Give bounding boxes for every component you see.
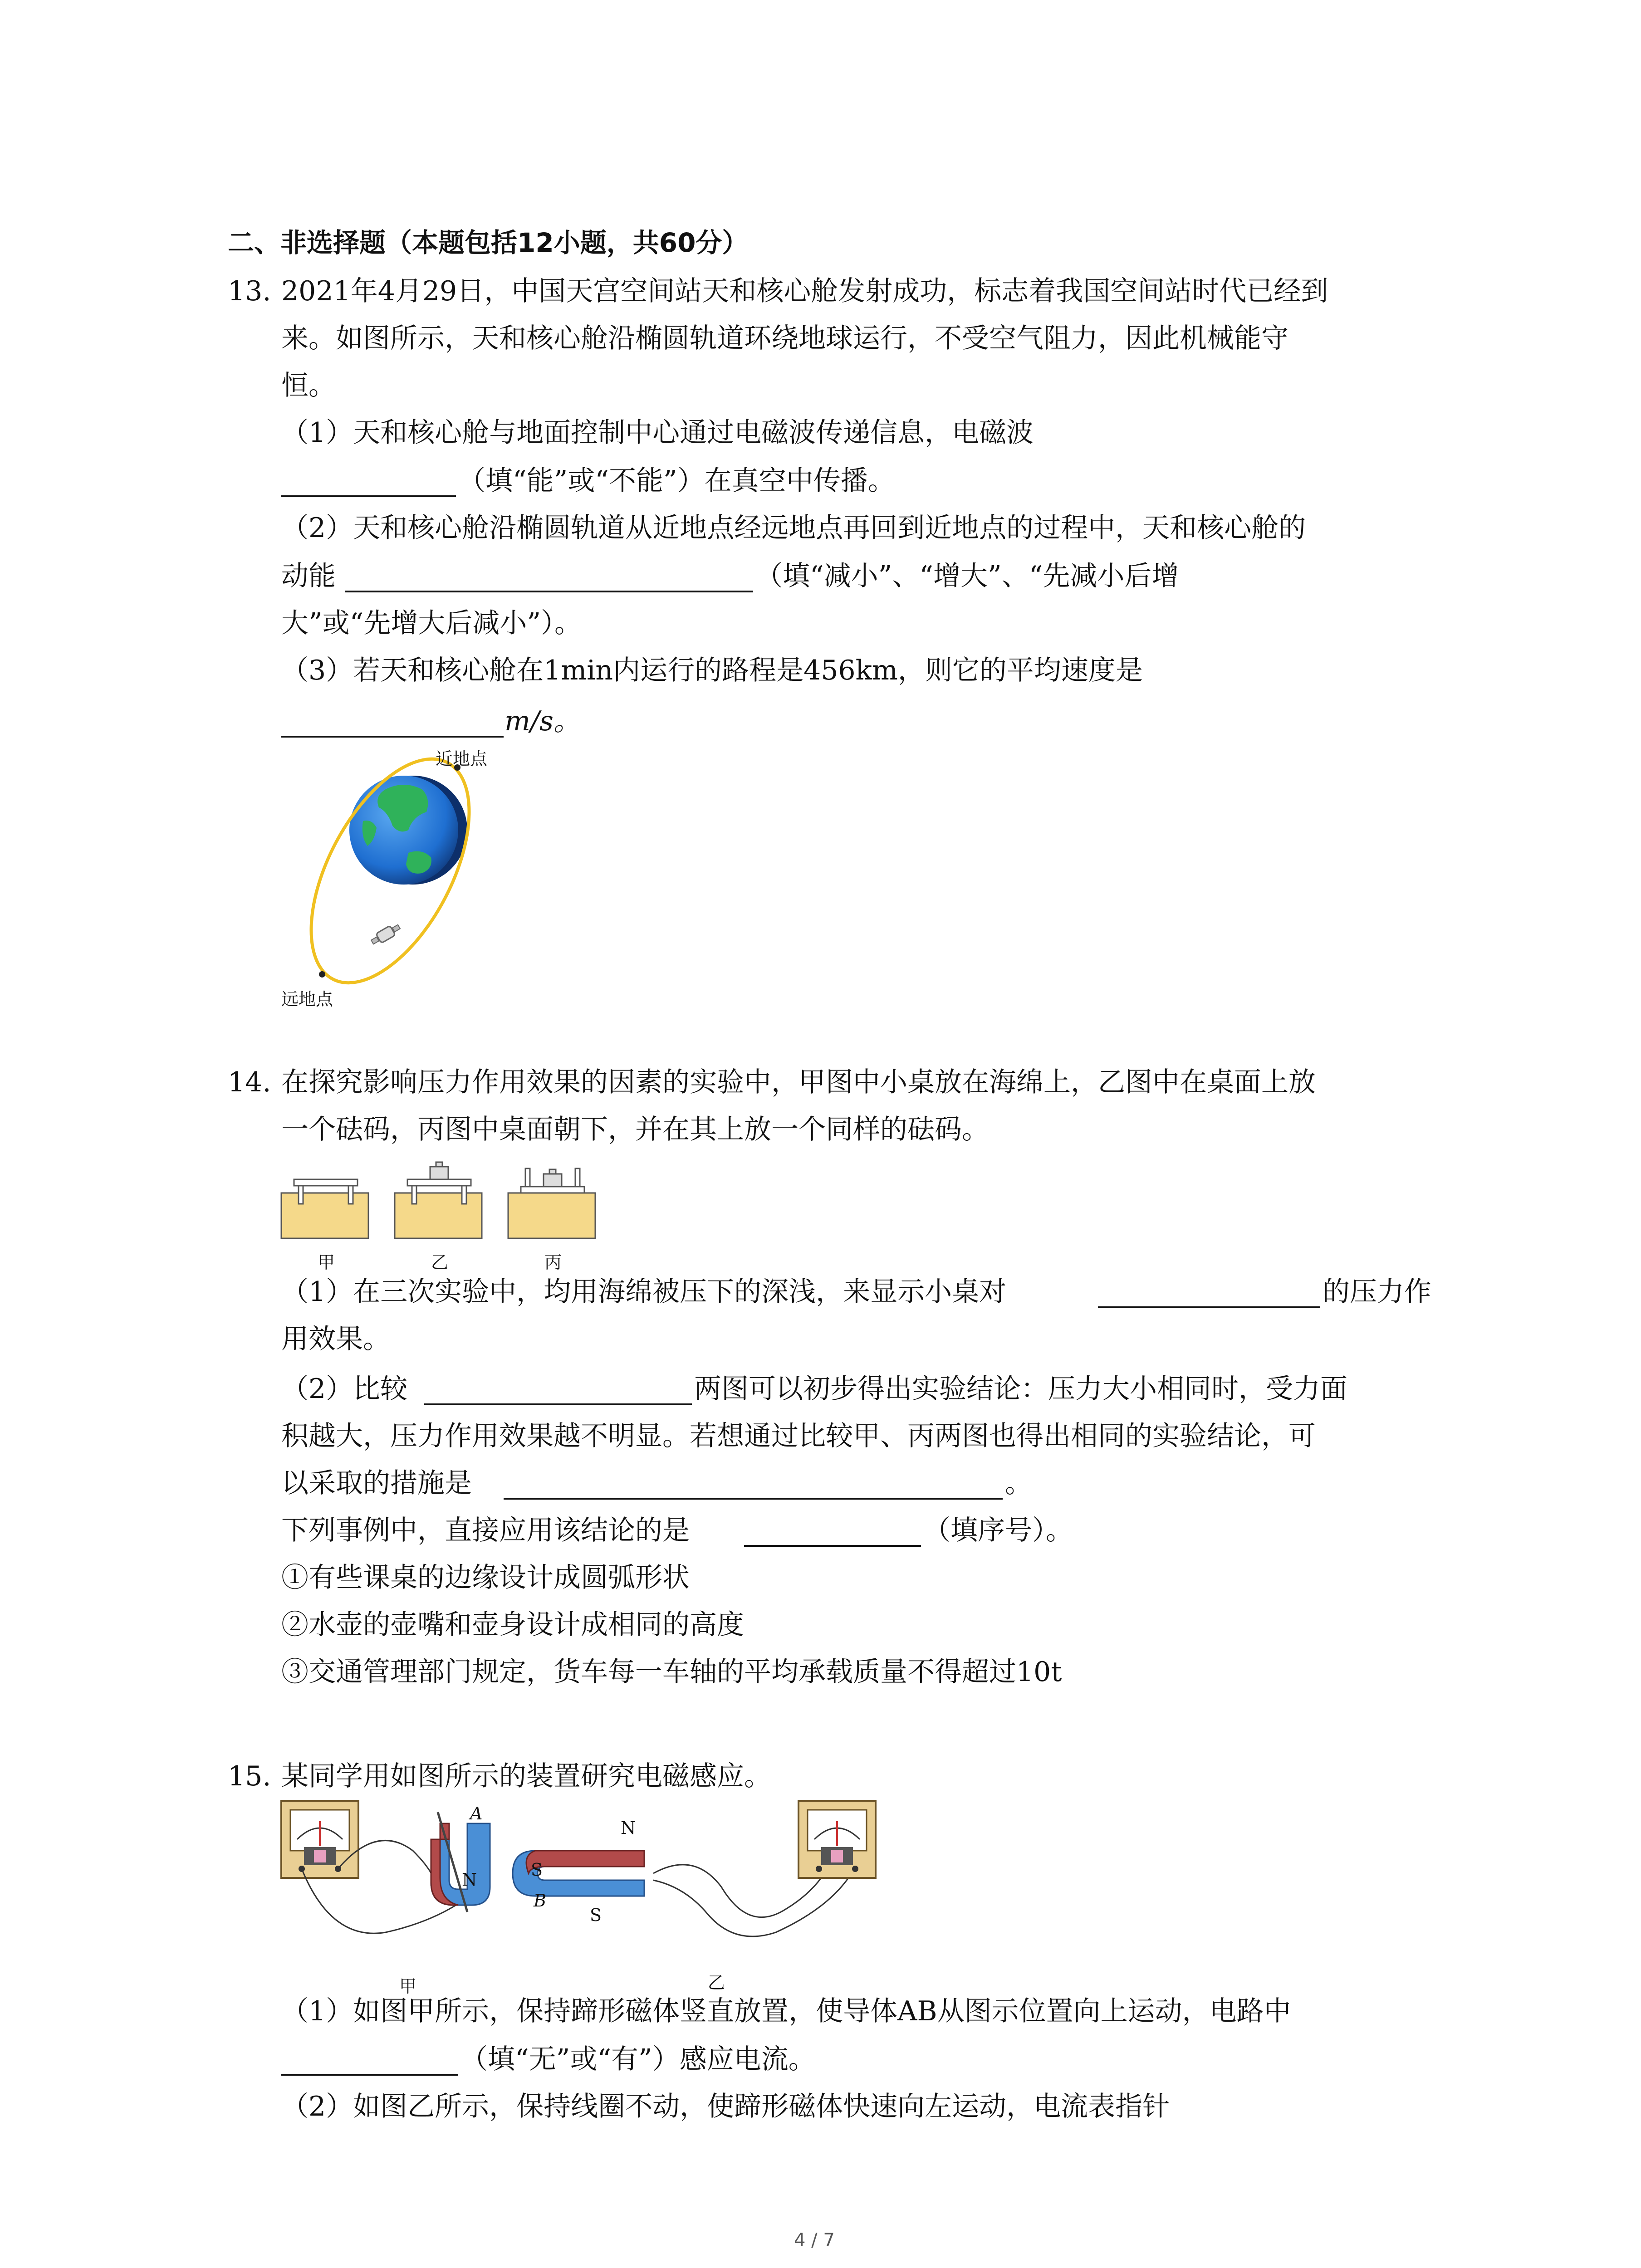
near-point-label: 近地点 <box>436 749 488 769</box>
q14-stem-line2: 一个砝码，丙图中桌面朝下，并在其上放一个同样的砝码。 <box>281 1114 989 1145</box>
q13-number: 13. <box>228 275 271 307</box>
label-S-left: S <box>531 1860 543 1880</box>
sponge-figure-yi <box>394 1161 485 1243</box>
q14-part1-text-cont: 的压力作 <box>1323 1276 1431 1308</box>
q13-part2-hint: （填“减小”、“增大”、“先减小后增 <box>755 560 1179 592</box>
label-B: B <box>534 1891 546 1911</box>
q14-part2-label: （2）比较 <box>281 1373 408 1405</box>
q14-part2-text-line2: 积越大，压力作用效果越不明显。若想通过比较甲、丙两图也得出相同的实验结论，可 <box>281 1420 1316 1452</box>
galvanometer-left <box>281 1801 358 1878</box>
q15-part1-text: （1）如图甲所示，保持蹄形磁体竖直放置，使导体AB从图示位置向上运动，电路中 <box>281 1995 1291 2027</box>
q14-stem-line1: 在探究影响压力作用效果的因素的实验中，甲图中小桌放在海绵上，乙图中在桌面上放 <box>281 1066 1316 1098</box>
q13-part1-answer-blank[interactable] <box>281 495 456 497</box>
q13-stem-line3: 恒。 <box>281 370 336 401</box>
earth-orbit-figure <box>272 739 508 1007</box>
q13-part2-text: （2）天和核心舱沿椭圆轨道从近地点经远地点再回到近地点的过程中，天和核心舱的 <box>281 512 1306 544</box>
q13-part1-hint: （填“能”或“不能”）在真空中传播。 <box>458 465 895 497</box>
sponge-figure-bing <box>507 1166 598 1243</box>
q14-number: 14. <box>228 1066 271 1098</box>
far-point-label: 远地点 <box>281 989 333 1009</box>
section-title: 二、非选择题（本题包括12小题，共60分） <box>228 227 749 258</box>
q14-part1-text: （1）在三次实验中，均用海绵被压下的深浅，来显示小桌对 <box>281 1276 1007 1308</box>
q14-option2: ②水壶的壶嘴和壶身设计成相同的高度 <box>281 1609 744 1641</box>
q14-part2-measure-blank[interactable] <box>504 1498 1003 1500</box>
induction-figure <box>277 1796 885 1950</box>
q14-part2-period: 。 <box>1005 1467 1032 1499</box>
q13-part2-label: 动能 <box>281 560 336 592</box>
q13-part2-hint-cont: 大”或“先增大后减小”）。 <box>281 607 582 639</box>
q13-part2-answer-blank[interactable] <box>345 591 753 592</box>
q15-part1-answer-blank[interactable] <box>281 2074 458 2076</box>
page-number: 4 / 7 <box>794 2230 835 2251</box>
q15-number: 15. <box>228 1760 271 1792</box>
figure-label-yi: 乙 <box>431 1252 449 1272</box>
figure-label-jia-15: 甲 <box>399 1976 417 1996</box>
q15-part2-text: （2）如图乙所示，保持线圈不动，使蹄形磁体快速向左运动，电流表指针 <box>281 2091 1170 2122</box>
q14-part1-answer-blank[interactable] <box>1098 1306 1320 1308</box>
q14-option1: ①有些课桌的边缘设计成圆弧形状 <box>281 1562 690 1593</box>
q13-part3-text: （3）若天和核心舱在1min内运行的路程是456km，则它的平均速度是 <box>281 655 1143 686</box>
figure-label-yi-15: 乙 <box>708 1973 725 1993</box>
q13-stem-line1: 2021年4月29日，中国天宫空间站天和核心舱发射成功，标志着我国空间站时代已经到 <box>281 275 1328 307</box>
wire-right-b <box>653 1878 848 1936</box>
far-point-dot <box>319 971 325 978</box>
q14-part2-text: 两图可以初步得出实验结论：压力大小相同时，受力面 <box>694 1373 1347 1405</box>
q13-part3-answer-blank[interactable] <box>281 736 504 738</box>
q13-part3-unit: m/s。 <box>505 705 581 737</box>
spacecraft-icon <box>370 922 402 947</box>
q14-part3-text: 下列事例中，直接应用该结论的是 <box>281 1515 690 1546</box>
q14-option3: ③交通管理部门规定，货车每一车轴的平均承载质量不得超过10t <box>281 1656 1062 1688</box>
figure-label-jia: 甲 <box>318 1252 335 1272</box>
q13-part1-text: （1）天和核心舱与地面控制中心通过电磁波传递信息，电磁波 <box>281 417 1034 449</box>
q13-stem-line2: 来。如图所示，天和核心舱沿椭圆轨道环绕地球运行，不受空气阻力，因此机械能守 <box>281 323 1288 354</box>
horseshoe-magnet-left <box>431 1812 490 1912</box>
q14-part2-answer-blank[interactable] <box>424 1403 692 1405</box>
q15-part1-hint: （填“无”或“有”）感应电流。 <box>460 2043 816 2075</box>
q14-part3-answer-blank[interactable] <box>744 1545 921 1547</box>
label-N-right: N <box>621 1818 636 1838</box>
wire-right-a <box>653 1865 821 1917</box>
q14-part2-measure-label: 以采取的措施是 <box>281 1467 472 1499</box>
sponge-figure-jia <box>280 1175 371 1243</box>
figure-label-bing: 丙 <box>544 1252 562 1272</box>
label-A: A <box>470 1804 483 1823</box>
galvanometer-right <box>798 1801 876 1878</box>
label-N-left: N <box>462 1870 477 1890</box>
q14-part1-text-end: 用效果。 <box>281 1323 390 1355</box>
q14-part3-hint: （填序号）。 <box>923 1515 1073 1546</box>
q15-stem: 某同学用如图所示的装置研究电磁感应。 <box>281 1760 771 1792</box>
label-S-right: S <box>590 1905 602 1925</box>
